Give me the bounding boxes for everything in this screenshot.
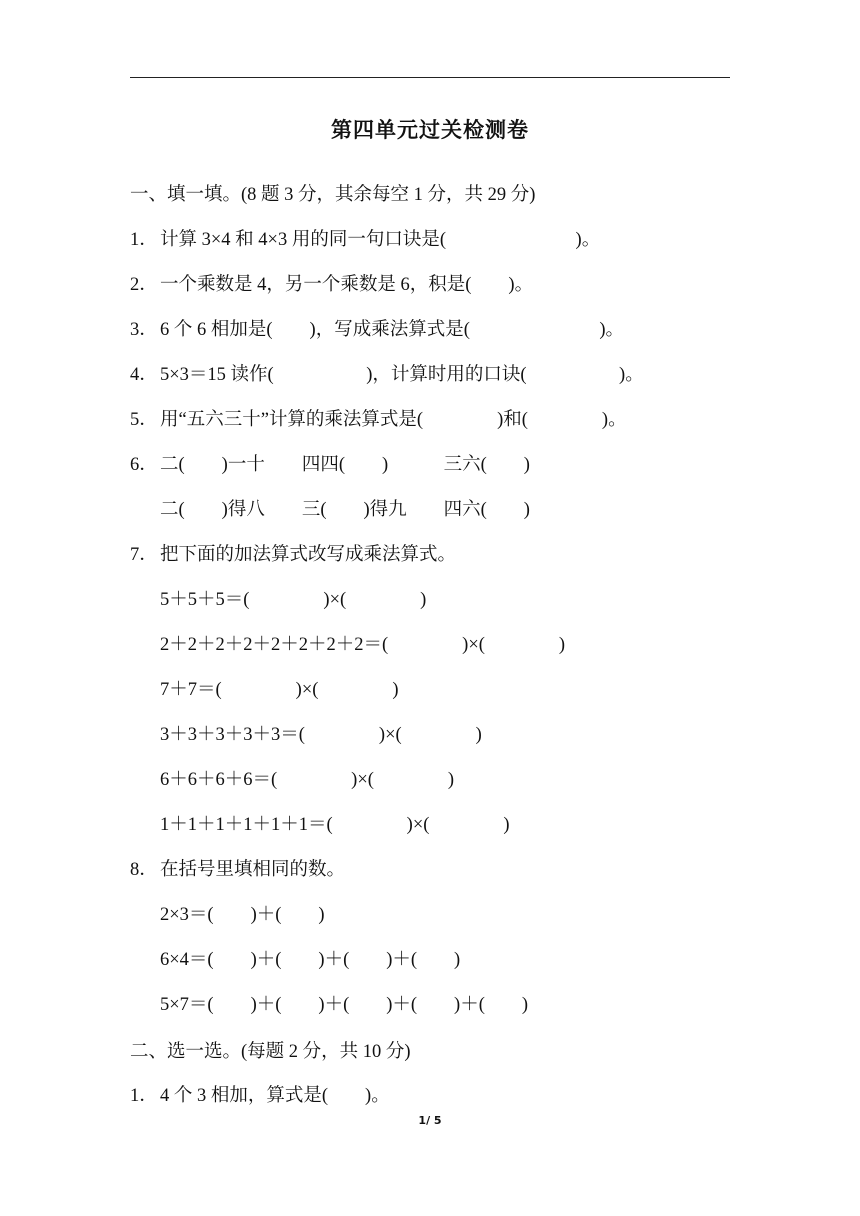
q6-row-1: 二( )一十 四四( ) 三六( ) [160, 455, 530, 475]
question-text: 把下面的加法算式改写成乘法算式。 [160, 545, 457, 565]
q6-row-2: 二( )得八 三( )得九 四六( ) [160, 500, 530, 520]
section1-heading: 一、填一填。(8 题 3 分，其余每空 1 分，共 29 分) [130, 185, 536, 205]
q7-item: 1＋1＋1＋1＋1＋1＝( )×( ) [160, 815, 510, 835]
question-number: 1． [130, 1086, 158, 1106]
q8-item: 2×3＝( )＋( ) [160, 905, 325, 925]
question-number: 2． [130, 275, 158, 295]
question-number: 8． [130, 860, 158, 880]
question-3 [130, 318, 624, 342]
q7-item: 3＋3＋3＋3＋3＝( )×( ) [160, 725, 482, 745]
question-text: 在括号里填相同的数。 [160, 860, 346, 880]
question-number: 3． [130, 320, 158, 340]
page-number: 1/ 5 [418, 1114, 442, 1127]
q8-item: 6×4＝( )＋( )＋( )＋( ) [160, 950, 461, 970]
q7-item: 2＋2＋2＋2＋2＋2＋2＋2＝( )×( ) [160, 635, 566, 655]
question-text: 一个乘数是 4，另一个乘数是 6，积是( )。 [160, 275, 534, 295]
question-7 [130, 543, 456, 567]
question-number: 5． [130, 410, 158, 430]
page-title: 第四单元过关检测卷 [331, 118, 529, 142]
question-5 [130, 408, 627, 432]
question-text: 5×3＝15 读作( )，计算时用的口诀( )。 [160, 365, 644, 385]
question-number: 7． [130, 545, 158, 565]
header-rule [130, 77, 730, 78]
question-number: 1． [130, 230, 158, 250]
question-6 [130, 453, 530, 477]
q7-item: 6＋6＋6＋6＝( )×( ) [160, 770, 455, 790]
question-text: 用“五六三十”计算的乘法算式是( )和( )。 [160, 410, 627, 430]
q7-item: 5＋5＋5＝( )×( ) [160, 590, 427, 610]
question-text: 6 个 6 相加是( )，写成乘法算式是( )。 [160, 320, 625, 340]
question-2 [130, 273, 533, 297]
q8-item: 5×7＝( )＋( )＋( )＋( )＋( ) [160, 995, 529, 1015]
section2-heading: 二、选一选。(每题 2 分，共 10 分) [130, 1042, 411, 1062]
question-text: 计算 3×4 和 4×3 用的同一句口诀是( )。 [160, 230, 601, 250]
question-8 [130, 858, 345, 882]
question-text: 4 个 3 相加，算式是( )。 [160, 1086, 390, 1106]
question-4 [130, 363, 644, 387]
section2-question-1 [130, 1084, 390, 1108]
question-number: 4． [130, 365, 158, 385]
q7-item: 7＋7＝( )×( ) [160, 680, 399, 700]
question-number: 6． [130, 455, 158, 475]
question-1 [130, 228, 600, 252]
